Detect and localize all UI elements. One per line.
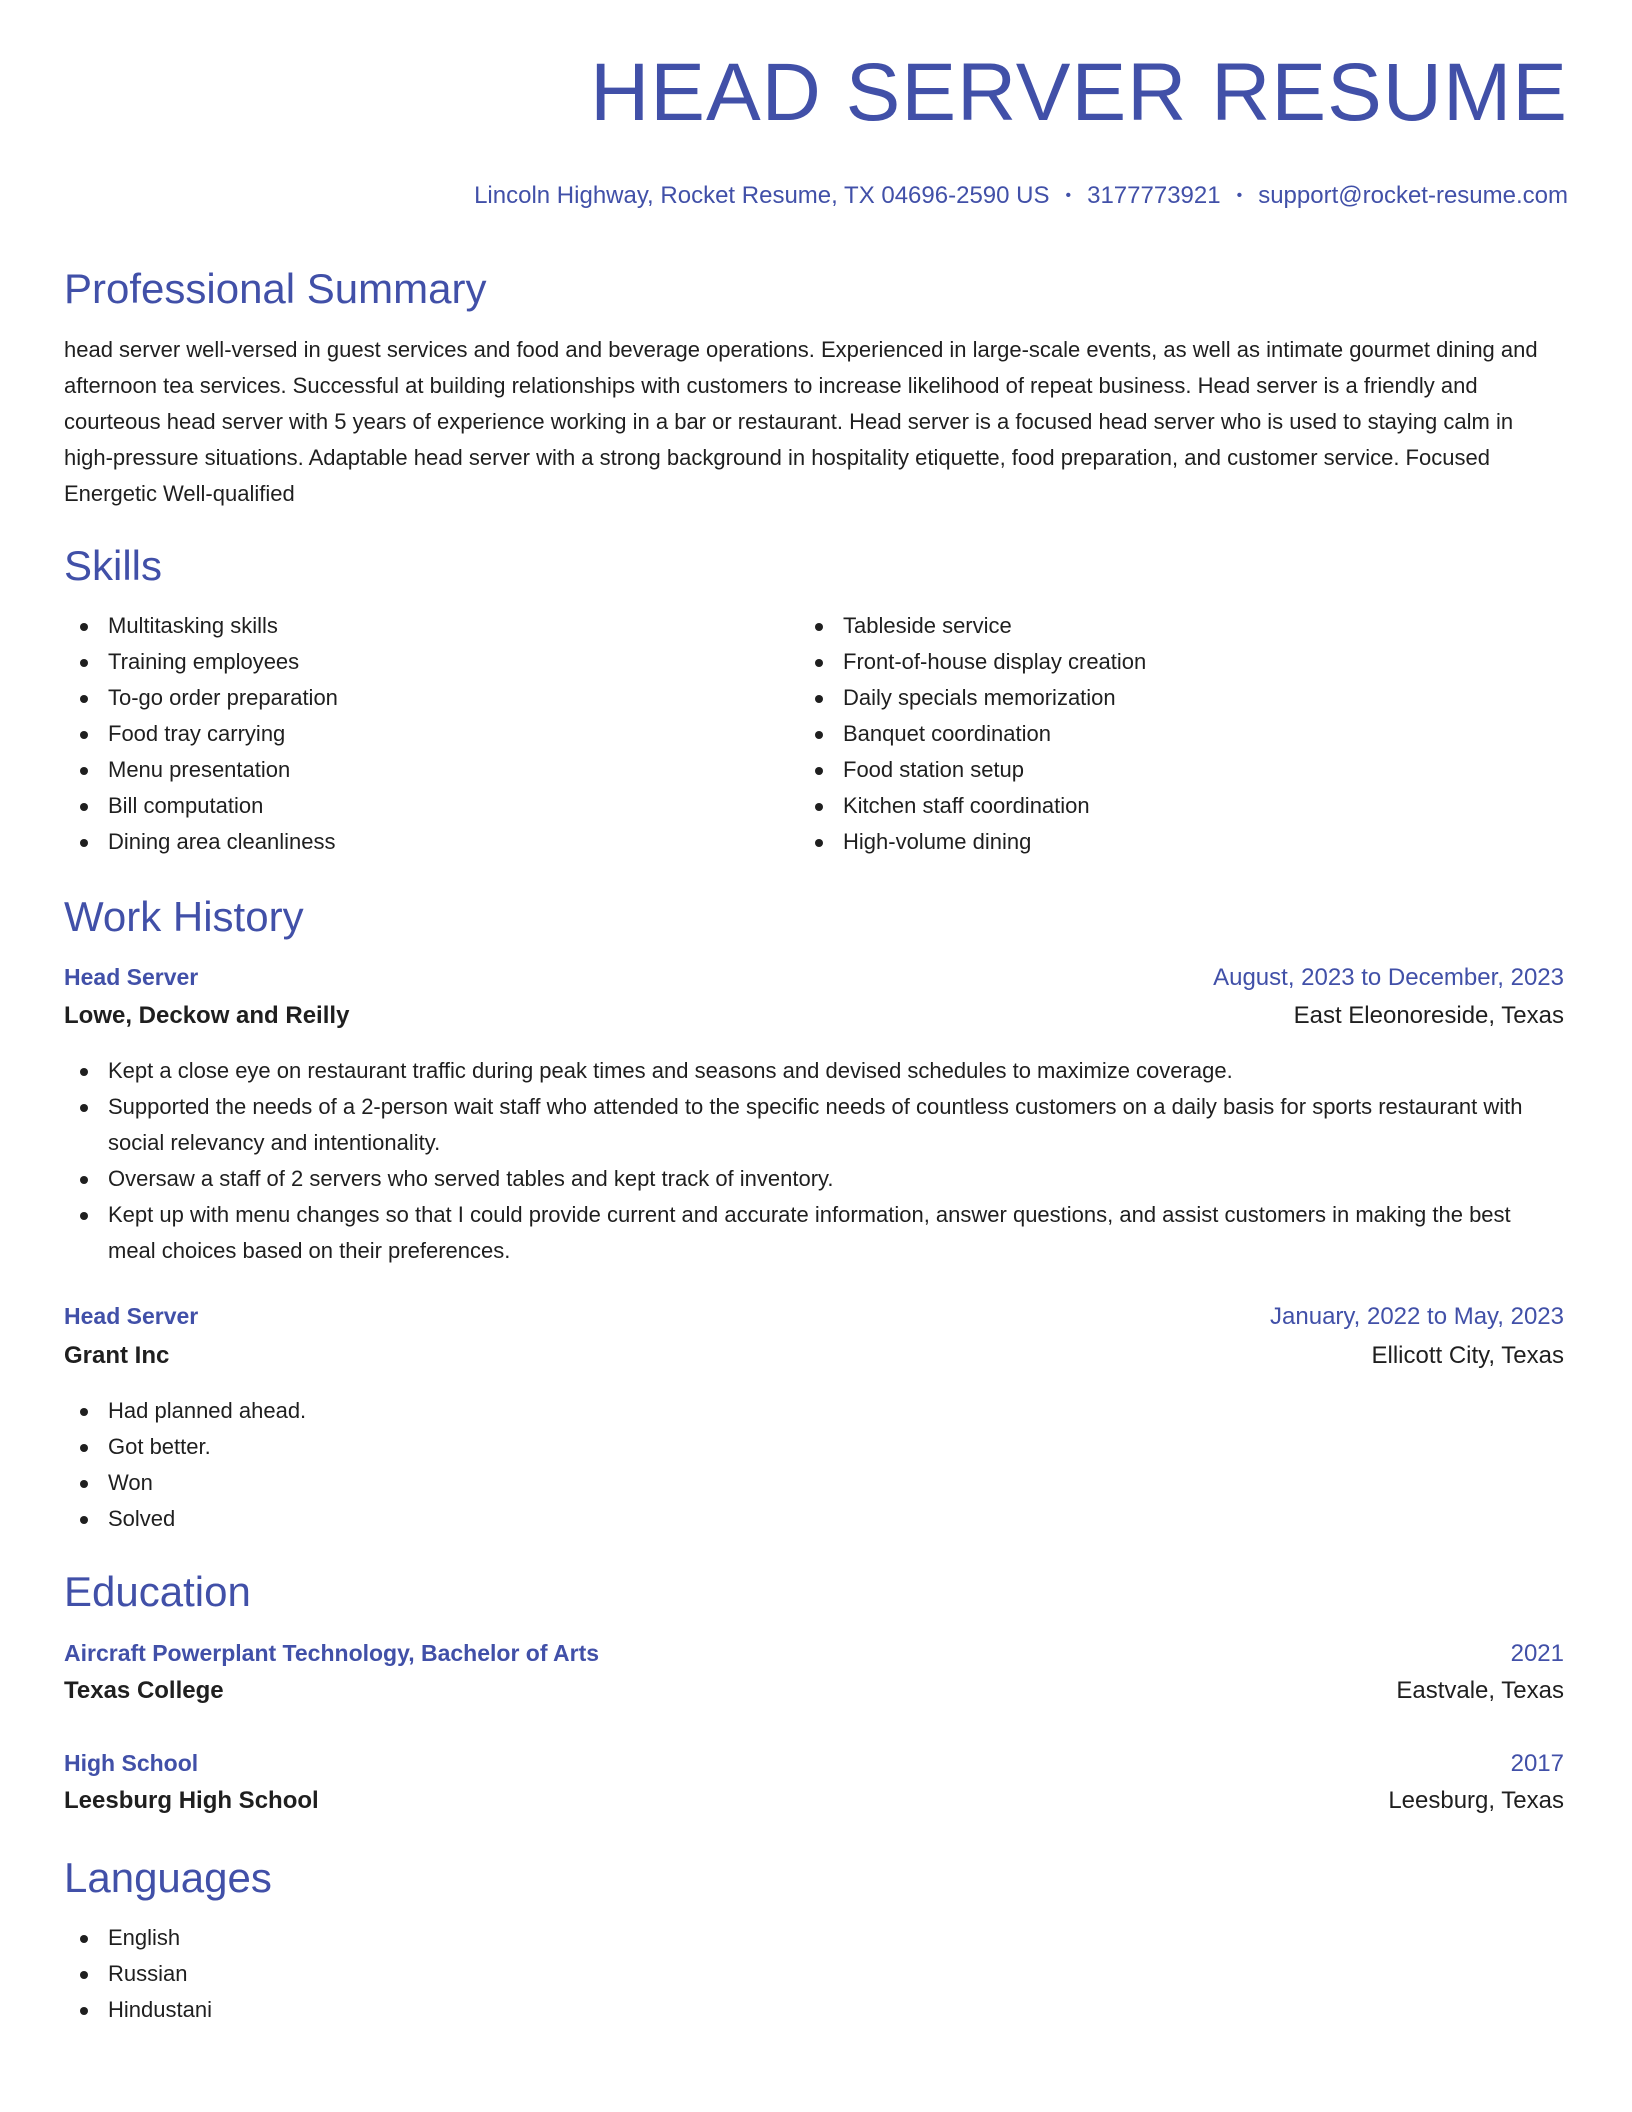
education-degree: Aircraft Powerplant Technology, Bachelor of Arts [64, 1640, 600, 1666]
education-school: Leesburg High School [64, 1787, 319, 1814]
job-duty-item: Solved [64, 1501, 1564, 1537]
job-title: Head Server [64, 964, 199, 990]
work-history-heading: Work History [64, 893, 304, 940]
skill-item: Multitasking skills [64, 608, 764, 644]
education-header-row [64, 1640, 1564, 1668]
job-location: Ellicott City, Texas [1371, 1342, 1564, 1369]
education-location: Leesburg, Texas [1388, 1787, 1564, 1814]
summary-text: head server well-versed in guest services and food and beverage operations. Experienced in large-scale events, as well as intimate gourmet dining and afternoon tea services. Successful at building relationships with customers to increase likelihood of repeat business. Head server is a friendly and courteous head server with 5 years of experience working in a bar or restaurant. Head server is a focused head server who is used to staying calm in high-pressure situations. Adaptable head server with a strong background in hospitality etiquette, food preparation, and customer service. Focused Energetic Well-qualified [64, 337, 1538, 506]
skills-heading: Skills [64, 542, 163, 589]
contact-address: Lincoln Highway, Rocket Resume, TX 04696-2590 US [474, 182, 1050, 209]
language-item: English [64, 1920, 764, 1956]
education-heading: Education [64, 1568, 251, 1615]
skill-item: To-go order preparation [64, 680, 764, 716]
job-company: Grant Inc [64, 1342, 170, 1369]
languages-heading: Languages [64, 1854, 272, 1901]
skill-item: Front-of-house display creation [799, 644, 1559, 680]
job-duty-item: Got better. [64, 1429, 1564, 1465]
summary-heading: Professional Summary [64, 265, 487, 312]
education-degree: High School [64, 1750, 199, 1776]
language-item: Hindustani [64, 1992, 764, 2028]
job-header-row [64, 1303, 1564, 1331]
job-location: East Eleonoreside, Texas [1293, 1002, 1564, 1029]
language-item: Russian [64, 1956, 764, 1992]
skill-item: High-volume dining [799, 824, 1559, 860]
resume-title: HEAD SERVER RESUME [590, 47, 1568, 138]
job-duty-item: Kept a close eye on restaurant traffic during peak times and seasons and devised schedules to maximize coverage. [64, 1053, 1564, 1089]
job-header-row [64, 964, 1564, 992]
skill-item: Food station setup [799, 752, 1559, 788]
contact-separator: • [1065, 187, 1072, 204]
job-duty-item: Kept up with menu changes so that I could provide current and accurate information, answer questions, and assist customers in making the best meal choices based on their preferences. [64, 1197, 1564, 1269]
education-header-row [64, 1750, 1564, 1778]
skill-item: Tableside service [799, 608, 1559, 644]
job-duty-item: Supported the needs of a 2-person wait staff who attended to the specific needs of countless customers on a daily basis for sports restaurant with social relevancy and intentionality. [64, 1089, 1564, 1161]
skill-item: Kitchen staff coordination [799, 788, 1559, 824]
contact-line [474, 182, 1568, 210]
job-duties-list [64, 1393, 1564, 1537]
job-company: Lowe, Deckow and Reilly [64, 1002, 350, 1029]
job-duty-item: Had planned ahead. [64, 1393, 1564, 1429]
skill-item: Daily specials memorization [799, 680, 1559, 716]
education-school-row [64, 1677, 1564, 1705]
skill-item: Training employees [64, 644, 764, 680]
skill-item: Dining area cleanliness [64, 824, 764, 860]
skill-item: Banquet coordination [799, 716, 1559, 752]
contact-separator: • [1236, 187, 1243, 204]
skill-item: Food tray carrying [64, 716, 764, 752]
education-year: 2021 [1510, 1640, 1564, 1667]
job-duty-item: Oversaw a staff of 2 servers who served tables and kept track of inventory. [64, 1161, 1564, 1197]
job-dates: August, 2023 to December, 2023 [1213, 964, 1564, 991]
job-company-row [64, 1002, 1564, 1030]
skill-item: Bill computation [64, 788, 764, 824]
skills-list-left [64, 608, 764, 860]
job-dates: January, 2022 to May, 2023 [1270, 1303, 1564, 1330]
job-duties-list [64, 1053, 1564, 1269]
skill-item: Menu presentation [64, 752, 764, 788]
contact-phone: 3177773921 [1087, 182, 1221, 209]
education-school-row [64, 1787, 1564, 1815]
job-company-row [64, 1342, 1564, 1370]
job-duty-item: Won [64, 1465, 1564, 1501]
contact-email: support@rocket-resume.com [1258, 182, 1568, 209]
skills-list-right [799, 608, 1559, 860]
education-school: Texas College [64, 1677, 224, 1704]
education-year: 2017 [1510, 1750, 1564, 1777]
job-title: Head Server [64, 1303, 199, 1329]
education-location: Eastvale, Texas [1396, 1677, 1564, 1704]
languages-list [64, 1920, 764, 2028]
